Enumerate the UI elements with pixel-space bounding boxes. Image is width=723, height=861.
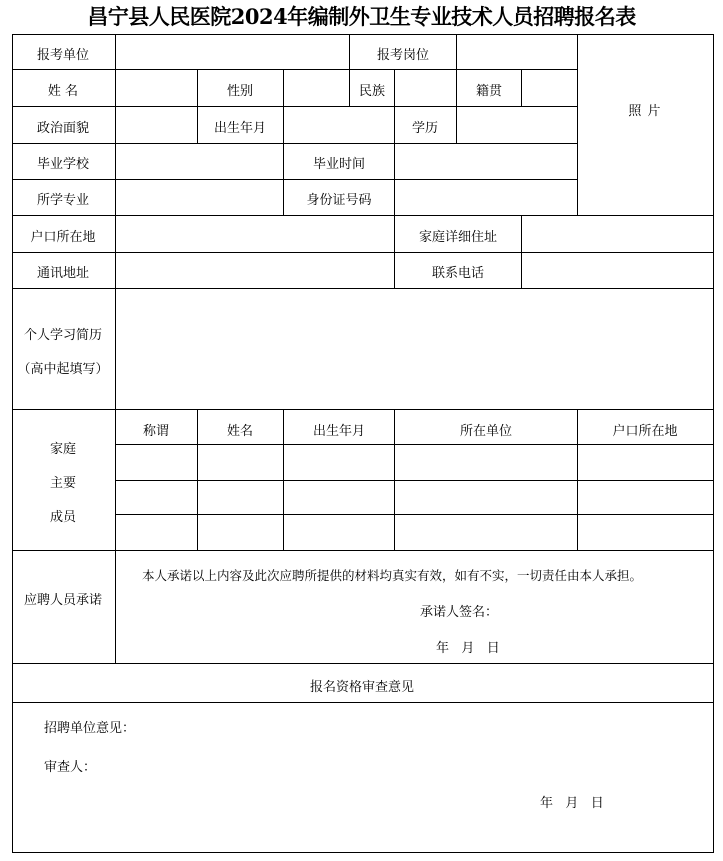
home-address-label: 家庭详细住址 [418, 230, 498, 245]
rule [349, 34, 350, 70]
rule [12, 409, 714, 410]
unit-opinion-field[interactable] [135, 712, 705, 746]
commitment-date: 年 月 日 [436, 641, 500, 656]
family-row[interactable] [116, 445, 713, 480]
rule [12, 550, 714, 551]
rule [197, 69, 198, 144]
commitment-label: 应聘人员承诺 [23, 593, 103, 608]
hukou-label: 户口所在地 [30, 230, 96, 245]
school-field[interactable] [116, 144, 283, 179]
reviewer-label: 审查人： [44, 760, 97, 775]
mail-address-field[interactable] [116, 253, 394, 288]
native-place-label: 籍贯 [475, 84, 503, 99]
rule [283, 143, 284, 216]
ethnicity-field[interactable] [395, 70, 456, 106]
family-row[interactable] [116, 481, 713, 514]
ethnicity-label: 民族 [358, 84, 386, 99]
school-label: 毕业学校 [36, 157, 90, 172]
family-row[interactable] [116, 515, 713, 550]
position-label: 报考岗位 [376, 48, 430, 63]
major-field[interactable] [116, 180, 283, 215]
phone-label: 联系电话 [431, 266, 485, 281]
id-number-label: 身份证号码 [306, 193, 372, 208]
political-status-label: 政治面貌 [36, 121, 90, 136]
photo-box[interactable] [578, 35, 713, 215]
id-number-field[interactable] [395, 180, 577, 215]
gender-label: 性别 [226, 84, 254, 99]
birth-date-label: 出生年月 [213, 121, 267, 136]
signer-label: 承诺人签名： [420, 605, 499, 620]
signature-field[interactable] [500, 600, 660, 624]
hukou-field[interactable] [116, 216, 394, 252]
native-place-field[interactable] [522, 70, 577, 106]
unit-opinion-label: 招聘单位意见： [44, 721, 136, 736]
commitment-statement: 本人承诺以上内容及此次应聘所提供的材料均真实有效，如有不实，一切责任由本人承担。 [142, 568, 643, 583]
unit-label: 报考单位 [36, 48, 90, 63]
rule [12, 663, 714, 664]
rule [12, 852, 714, 853]
review-date: 年 月 日 [540, 796, 604, 811]
grad-time-label: 毕业时间 [312, 157, 366, 172]
rule [713, 34, 714, 853]
family-header-workplace: 所在单位 [459, 424, 513, 439]
family-header-relation: 称谓 [142, 424, 170, 439]
position-field[interactable] [457, 35, 577, 69]
resume-field[interactable] [116, 289, 713, 409]
photo-label: 照 片 [628, 104, 662, 119]
rule [12, 702, 714, 703]
home-address-field[interactable] [522, 216, 713, 252]
rule [12, 34, 13, 853]
family-label-3: 成员 [49, 510, 77, 525]
rule [349, 69, 350, 107]
phone-field[interactable] [522, 253, 713, 288]
resume-label: 个人学习简历 [23, 328, 103, 343]
unit-field[interactable] [116, 35, 349, 69]
family-label-1: 家庭 [49, 442, 77, 457]
family-label-2: 主要 [49, 476, 77, 491]
name-field[interactable] [116, 70, 197, 106]
gender-field[interactable] [284, 70, 349, 106]
major-label: 所学专业 [36, 193, 90, 208]
form-title: 昌宁县人民医院2024年编制外卫生专业技术人员招聘报名表 [87, 4, 636, 29]
reviewer-field[interactable] [100, 752, 400, 782]
family-header-hukou: 户口所在地 [612, 424, 678, 439]
family-header-birth: 出生年月 [312, 424, 366, 439]
review-header: 报名资格审查意见 [309, 680, 415, 695]
resume-note: （高中起填写） [17, 362, 109, 377]
mail-address-label: 通讯地址 [36, 266, 90, 281]
education-label: 学历 [411, 121, 439, 136]
birth-date-field[interactable] [284, 107, 394, 143]
education-field[interactable] [457, 107, 577, 143]
grad-time-field[interactable] [395, 144, 577, 179]
political-status-field[interactable] [116, 107, 197, 143]
family-header-name: 姓名 [226, 424, 254, 439]
rule [394, 215, 395, 289]
name-label: 姓 名 [47, 84, 79, 99]
rule [456, 69, 457, 107]
rule [394, 106, 395, 144]
